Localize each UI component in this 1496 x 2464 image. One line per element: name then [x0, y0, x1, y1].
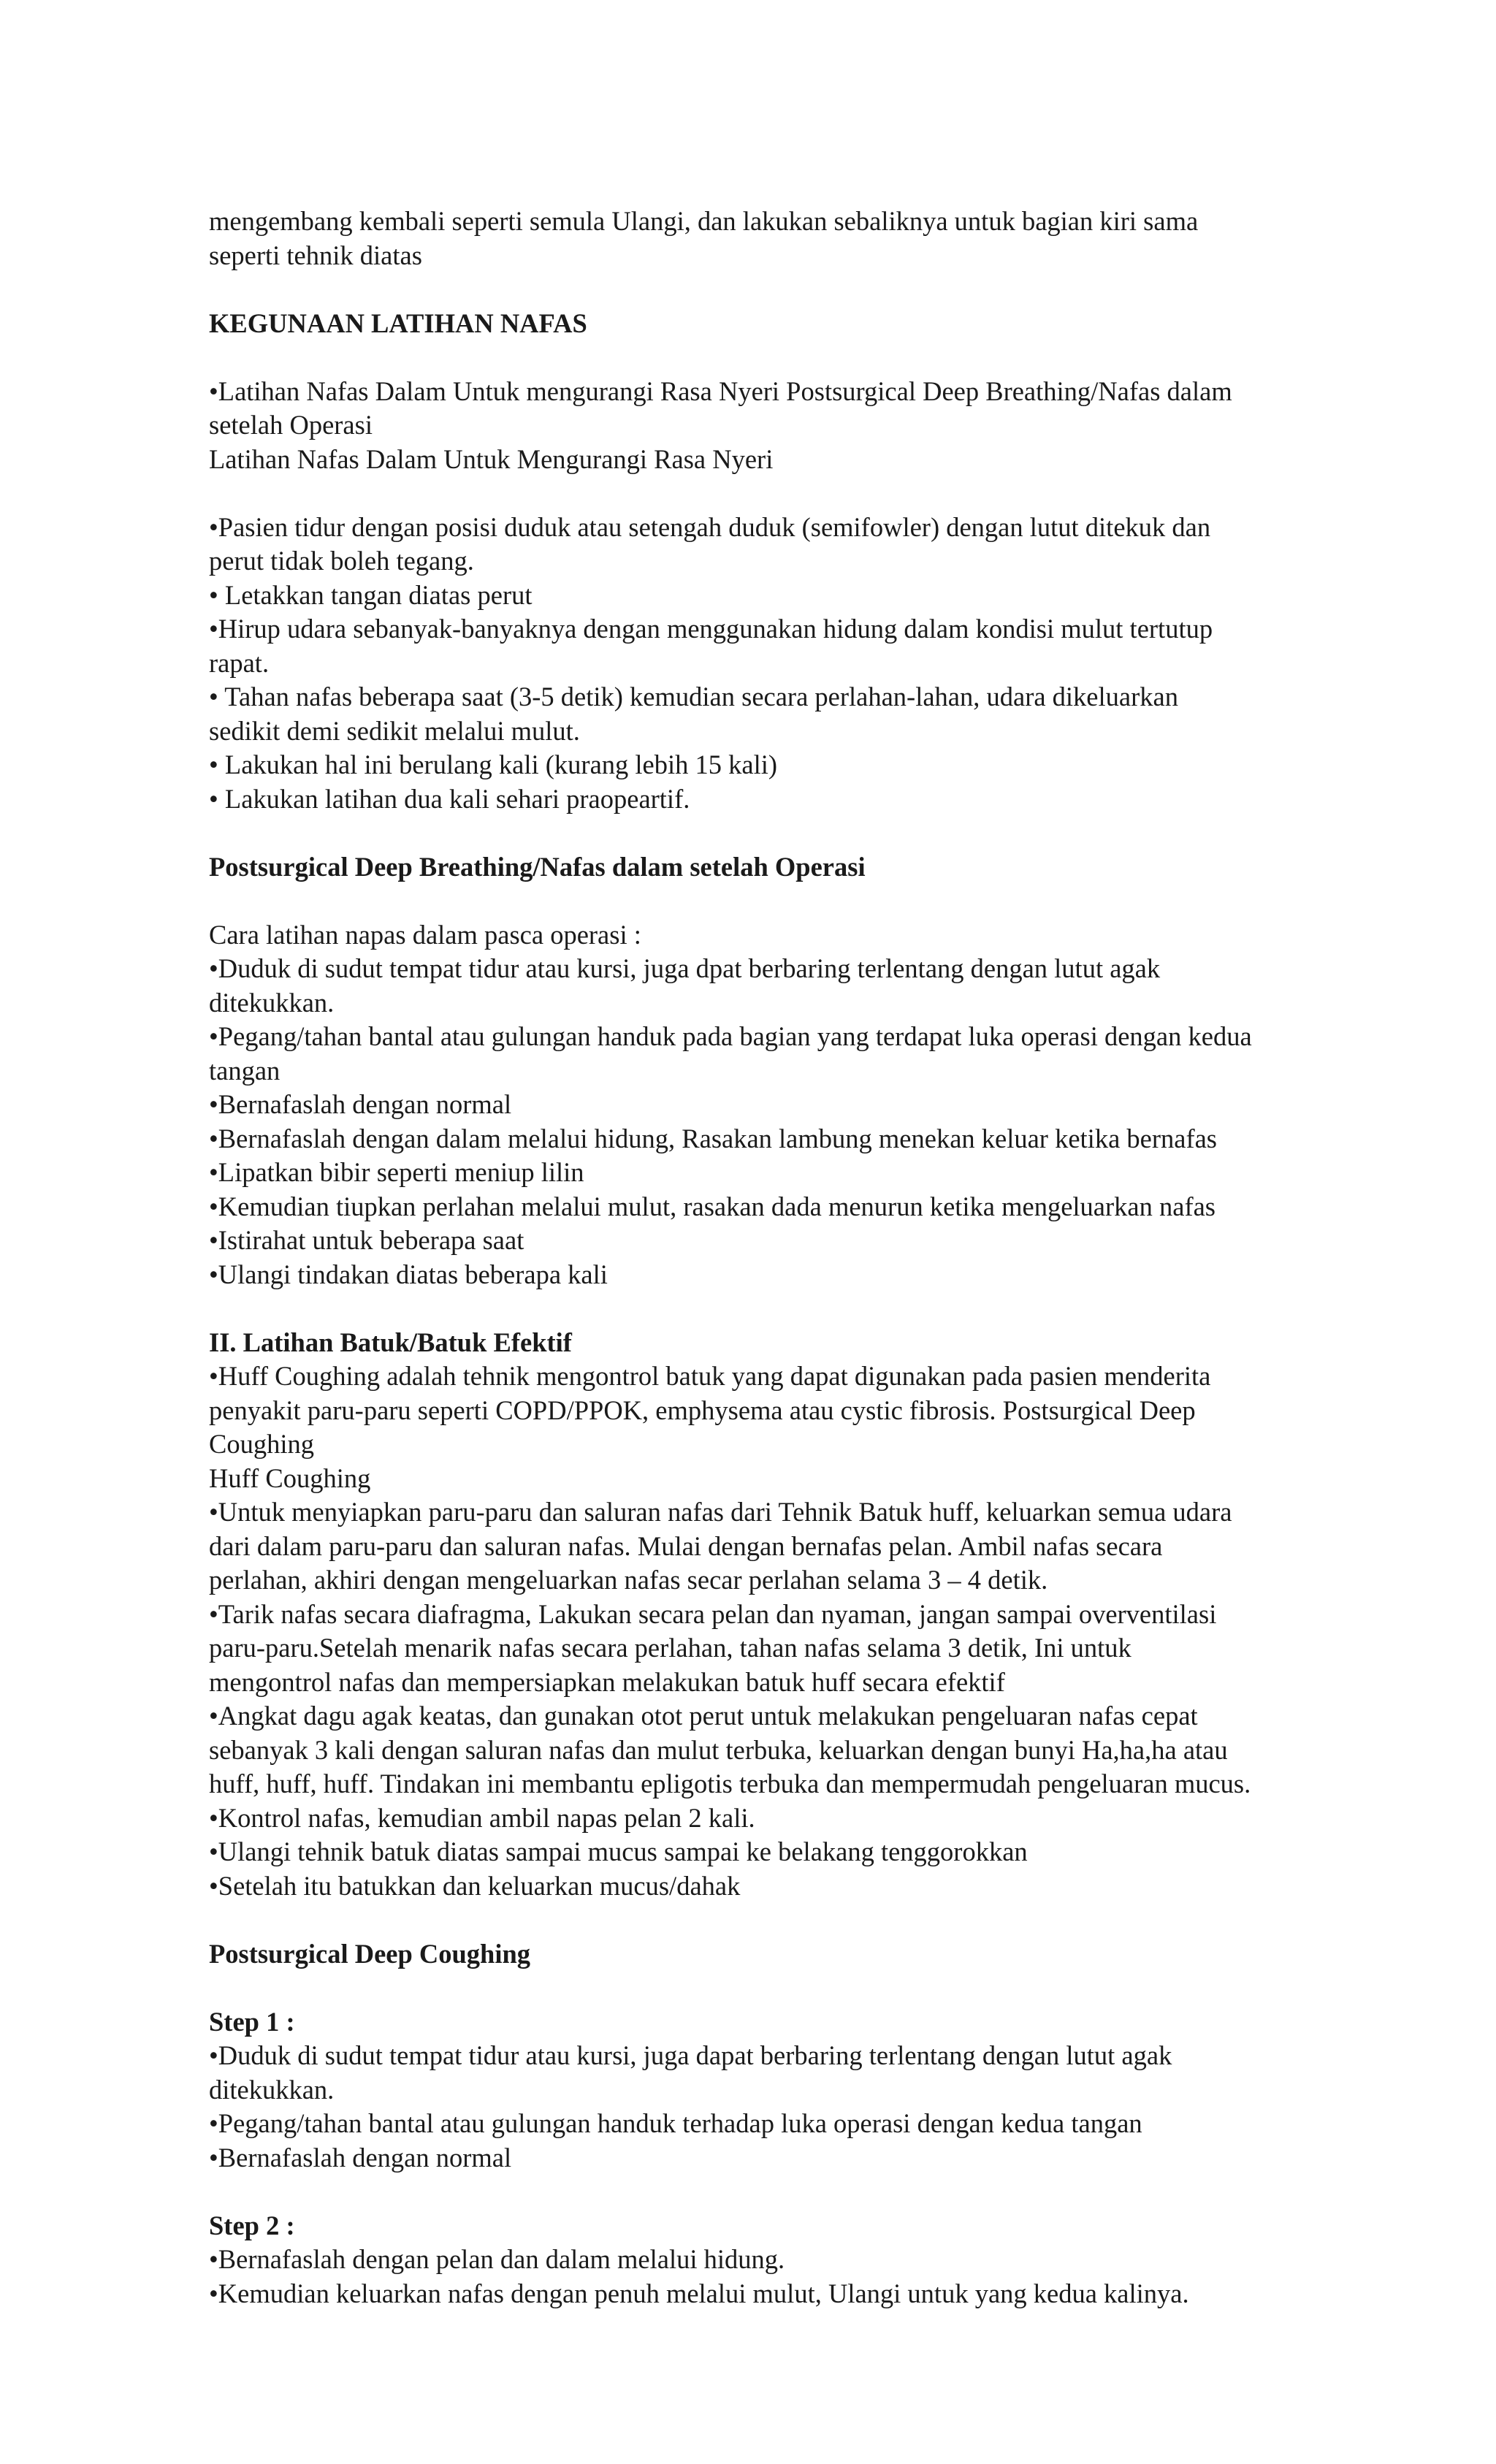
- text-line: • Tahan nafas beberapa saat (3-5 detik) kemudian secara perlahan-lahan, udara dikeluarkan: [209, 682, 1178, 712]
- text-line: sebanyak 3 kali dengan saluran nafas dan mulut terbuka, keluarkan dengan bunyi Ha,ha,ha atau: [209, 1734, 1228, 1765]
- document-page: [209, 205, 1407, 2311]
- text-line: •Pegang/tahan bantal atau gulungan handuk pada bagian yang terdapat luka operasi dengan kedua: [209, 1021, 1252, 1051]
- paragraph-gap: [209, 340, 1407, 375]
- text-line: Huff Coughing: [209, 1462, 371, 1493]
- text-line: •Kemudian keluarkan nafas dengan penuh melalui mulut, Ulangi untuk yang kedua kalinya.: [209, 2278, 1189, 2308]
- text-line: •Hirup udara sebanyak-banyaknya dengan menggunakan hidung dalam kondisi mulut tertutup: [209, 614, 1213, 644]
- section-heading: Postsurgical Deep Breathing/Nafas dalam setelah Operasi: [209, 851, 866, 882]
- paragraph-gap: [209, 476, 1407, 511]
- text-line: •Untuk menyiapkan paru-paru dan saluran nafas dari Tehnik Batuk huff, keluarkan semua udara: [209, 1497, 1232, 1527]
- text-line: •Bernafaslah dengan normal: [209, 1089, 512, 1119]
- text-line: Latihan Nafas Dalam Untuk Mengurangi Rasa Nyeri: [209, 443, 774, 474]
- text-line: • Lakukan latihan dua kali sehari praopeartif.: [209, 783, 690, 814]
- text-line: rapat.: [209, 647, 270, 678]
- paragraph-gap: [209, 1903, 1407, 1937]
- paragraph-gap: [209, 2175, 1407, 2209]
- text-line: mengembang kembali seperti semula Ulangi, dan lakukan sebaliknya untuk bagian kiri sama: [209, 206, 1199, 236]
- text-line: dari dalam paru-paru dan saluran nafas. Mulai dengan bernafas pelan. Ambil nafas secara: [209, 1530, 1163, 1561]
- text-line: •Ulangi tehnik batuk diatas sampai mucus sampai ke belakang tenggorokkan: [209, 1836, 1028, 1866]
- text-line: •Pasien tidur dengan posisi duduk atau setengah duduk (semifowler) dengan lutut ditekuk dan: [209, 511, 1211, 542]
- paragraph-gap: [209, 272, 1407, 307]
- text-line: •Angkat dagu agak keatas, dan gunakan otot perut untuk melakukan pengeluaran nafas cepat: [209, 1701, 1198, 1731]
- text-line: •Setelah itu batukkan dan keluarkan mucus/dahak: [209, 1870, 741, 1901]
- text-line: tangan: [209, 1055, 280, 1086]
- text-line: Coughing: [209, 1429, 314, 1459]
- paragraph-gap: [209, 1971, 1407, 2005]
- section-heading: Postsurgical Deep Coughing: [209, 1938, 531, 1969]
- text-line: •Bernafaslah dengan pelan dan dalam melalui hidung.: [209, 2244, 785, 2274]
- section-heading: II. Latihan Batuk/Batuk Efektif: [209, 1327, 572, 1357]
- text-line: seperti tehnik diatas: [209, 240, 422, 270]
- text-line: •Duduk di sudut tempat tidur atau kursi, juga dapat berbaring terlentang dengan lutut agak: [209, 2040, 1172, 2070]
- text-line: •Lipatkan bibir seperti meniup lilin: [209, 1157, 584, 1187]
- text-line: perlahan, akhiri dengan mengeluarkan nafas secar perlahan selama 3 – 4 detik.: [209, 1565, 1048, 1595]
- text-line: • Letakkan tangan diatas perut: [209, 579, 533, 610]
- text-line: ditekukkan.: [209, 2074, 335, 2105]
- text-line: Cara latihan napas dalam pasca operasi :: [209, 919, 641, 950]
- text-line: •Huff Coughing adalah tehnik mengontrol batuk yang dapat digunakan pada pasien menderita: [209, 1361, 1211, 1391]
- text-line: penyakit paru-paru seperti COPD/PPOK, emphysema atau cystic fibrosis. Postsurgical Deep: [209, 1395, 1196, 1425]
- text-line: mengontrol nafas dan mempersiapkan melakukan batuk huff secara efektif: [209, 1666, 1005, 1697]
- text-line: paru-paru.Setelah menarik nafas secara perlahan, tahan nafas selama 3 detik, Ini untuk: [209, 1633, 1131, 1663]
- text-line: •Latihan Nafas Dalam Untuk mengurangi Rasa Nyeri Postsurgical Deep Breathing/Nafas dalam: [209, 375, 1232, 406]
- text-line: •Tarik nafas secara diafragma, Lakukan secara pelan dan nyaman, jangan sampai overventilasi: [209, 1598, 1217, 1629]
- paragraph-gap: [209, 1292, 1407, 1326]
- text-line: • Lakukan hal ini berulang kali (kurang lebih 15 kali): [209, 750, 778, 779]
- text-line: setelah Operasi: [209, 410, 373, 440]
- step-heading: Step 1 :: [209, 2006, 295, 2037]
- text-line: •Istirahat untuk beberapa saat: [209, 1225, 524, 1255]
- text-line: huff, huff, huff. Tindakan ini membantu epligotis terbuka dan mempermudah pengeluaran mucus.: [209, 1769, 1251, 1799]
- text-line: •Duduk di sudut tempat tidur atau kursi, juga dpat berbaring terlentang dengan lutut agak: [209, 953, 1161, 983]
- text-line: •Pegang/tahan bantal atau gulungan handuk terhadap luka operasi dengan kedua tangan: [209, 2108, 1142, 2138]
- paragraph-gap: [209, 884, 1407, 918]
- paragraph-gap: [209, 816, 1407, 850]
- section-heading: KEGUNAAN LATIHAN NAFAS: [209, 308, 587, 338]
- text-line: •Kontrol nafas, kemudian ambil napas pelan 2 kali.: [209, 1802, 755, 1833]
- text-line: •Kemudian tiupkan perlahan melalui mulut, rasakan dada menurun ketika mengeluarkan nafas: [209, 1191, 1216, 1221]
- text-line: •Ulangi tindakan diatas beberapa kali: [209, 1259, 608, 1289]
- text-line: sedikit demi sedikit melalui mulut.: [209, 715, 580, 746]
- text-line: ditekukkan.: [209, 987, 335, 1018]
- text-line: perut tidak boleh tegang.: [209, 546, 474, 576]
- text-line: •Bernafaslah dengan dalam melalui hidung, Rasakan lambung menekan keluar ketika bernafas: [209, 1123, 1218, 1153]
- text-line: •Bernafaslah dengan normal: [209, 2142, 512, 2173]
- step-heading: Step 2 :: [209, 2210, 295, 2240]
